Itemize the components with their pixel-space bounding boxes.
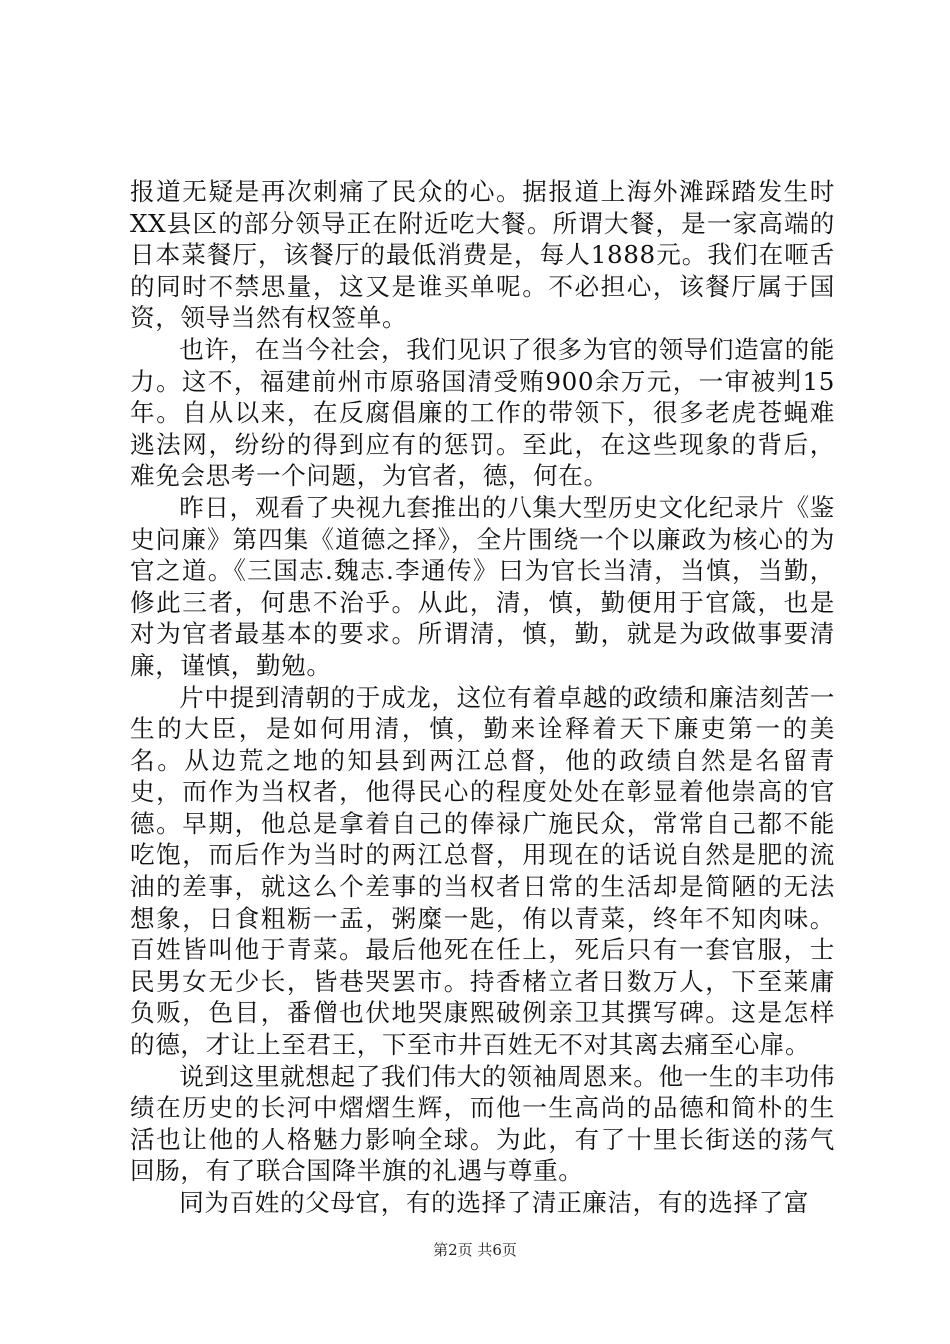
paragraph-2: 也许，在当今社会，我们见识了很多为官的领导们造富的能力。这不，福建前州市原骆国清受贿900余万元，一审被判15年。自从以来，在反腐倡廉的工作的带领下，很多老虎苍蝇难逃法网，纷纷的得到应有的惩罚。至此，在这些现象的背后，难免会思考一个问题，为官者，德，何在。 [130, 334, 835, 491]
document-body [130, 176, 835, 1219]
page-footer: 第2页 共6页 [433, 1241, 517, 1259]
paragraph-4: 片中提到清朝的于成龙，这位有着卓越的政绩和廉洁刻苦一生的大臣，是如何用清，慎，勤来诠释着天下廉吏第一的美名。从边荒之地的知县到两江总督，他的政绩自然是名留青史，而作为当权者，他得民心的程度处处在彰显着他崇高的官德。早期，他总是拿着自己的俸禄广施民众，常常自己都不能吃饱，而后作为当时的两江总督，用现在的话说自然是肥的流油的差事，就这么个差事的当权者日常的生活却是简陋的无法想象，日食粗粝一盂，粥糜一匙，侑以青菜，终年不知肉味。百姓皆叫他于青菜。最后他死在任上，死后只有一套官服，士民男女无少长，皆巷哭罢市。持香楮立者日数万人，下至莱庸负贩，色目，番僧也伏地哭康熙破例亲卫其撰写碑。这是怎样的德，才让上至君王，下至市井百姓无不对其离去痛至心扉。 [130, 682, 835, 1060]
paragraph-1: 报道无疑是再次刺痛了民众的心。据报道上海外滩踩踏发生时XX县区的部分领导正在附近吃大餐。所谓大餐，是一家高端的日本菜餐厅，该餐厅的最低消费是，每人1888元。我们在咂舌的同时不禁思量，这又是谁买单呢。不必担心，该餐厅属于国资，领导当然有权签单。 [130, 177, 835, 333]
paragraph-6: 同为百姓的父母官，有的选择了清正廉洁，有的选择了富 [179, 1188, 810, 1217]
paragraph-3: 昨日，观看了央视九套推出的八集大型历史文化纪录片《鉴史问廉》第四集《道德之择》，全片围绕一个以廉政为核心的为官之道。《三国志.魏志.李通传》曰为官长当清，当慎，当勤，修此三者，何患不治乎。从此，清，慎，勤便用于官箴，也是对为官者最基本的要求。所谓清，慎，勤，就是为政做事要清廉，谨慎，勤勉。 [130, 492, 835, 680]
paragraph-5: 说到这里就想起了我们伟大的领袖周恩来。他一生的丰功伟绩在历史的长河中熠熠生辉，而他一生高尚的品德和简朴的生活也让他的人格魅力影响全球。为此，有了十里长街送的荡气回肠，有了联合国降半旗的礼遇与尊重。 [130, 1061, 835, 1186]
